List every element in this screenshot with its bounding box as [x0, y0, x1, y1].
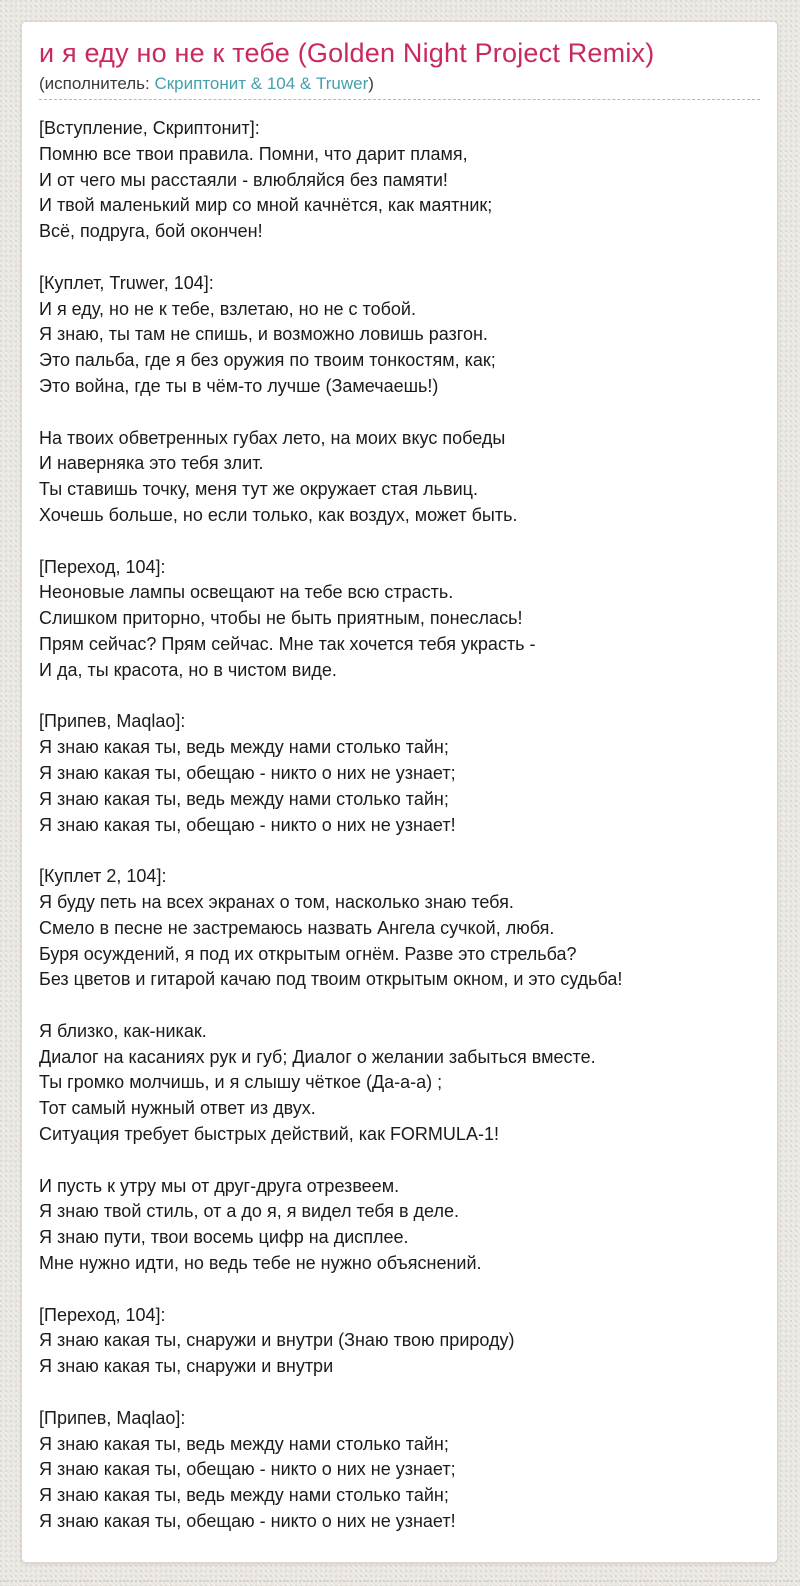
lyrics-text [39, 116, 760, 1535]
song-header [39, 38, 760, 100]
lyrics-line: Тот самый нужный ответ из двух. [39, 1098, 316, 1119]
lyrics-stanza [39, 1019, 760, 1148]
lyrics-line: Я близко, как-никак. [39, 1020, 207, 1041]
lyrics-stanza [39, 1406, 760, 1535]
lyrics-line: [Припев, Maqlao]: [39, 1407, 186, 1428]
lyrics-line: Помню все твои правила. Помни, что дарит пламя, [39, 143, 468, 164]
artist-prefix-label: (исполнитель: [39, 74, 155, 93]
lyrics-line: Ситуация требует быстрых действий, как FORMULA-1! [39, 1124, 499, 1145]
lyrics-line: Мне нужно идти, но ведь тебе не нужно объяснений. [39, 1253, 482, 1274]
lyrics-line: И пусть к утру мы от друг-друга отрезвеем. [39, 1175, 400, 1196]
lyrics-line: И от чего мы расстаяли - влюбляйся без памяти! [39, 169, 448, 190]
lyrics-line: Я знаю какая ты, обещаю - никто о них не узнает; [39, 1459, 456, 1480]
lyrics-line: Я буду петь на всех экранах о том, насколько знаю тебя. [39, 891, 514, 912]
lyrics-stanza [39, 426, 760, 529]
lyrics-line: Смело в песне не застремаюсь назвать Ангела сучкой, любя. [39, 917, 555, 938]
lyrics-line: Неоновые лампы освещают на тебе всю страсть. [39, 582, 454, 603]
lyrics-line: Ты громко молчишь, и я слышу чёткое (Да-а-а) ; [39, 1072, 443, 1093]
lyrics-line: [Куплет 2, 104]: [39, 866, 167, 887]
lyrics-stanza [39, 1303, 760, 1380]
lyrics-line: Слишком приторно, чтобы не быть приятным, понеслась! [39, 608, 523, 629]
lyrics-line: Я знаю какая ты, обещаю - никто о них не узнает! [39, 814, 456, 835]
lyrics-line: Ты ставишь точку, меня тут же окружает стая львиц. [39, 479, 478, 500]
lyrics-stanza [39, 555, 760, 684]
lyrics-line: [Вступление, Скриптонит]: [39, 118, 260, 138]
lyrics-line: И наверняка это тебя злит. [39, 453, 264, 474]
artist-line [39, 73, 760, 95]
lyrics-line: Я знаю какая ты, снаружи и внутри [39, 1356, 334, 1377]
lyrics-stanza [39, 116, 760, 245]
lyrics-line: Я знаю какая ты, ведь между нами столько тайн; [39, 788, 449, 809]
lyrics-line: Я знаю какая ты, снаружи и внутри (Знаю твою природу) [39, 1330, 515, 1351]
artist-suffix-label: ) [368, 74, 374, 93]
lyrics-line: Это пальба, где я без оружия по твоим тонкостям, как; [39, 350, 496, 371]
background-dotted-divider [0, 1580, 800, 1582]
lyrics-line: [Куплет, Truwer, 104]: [39, 272, 214, 293]
lyrics-line: Без цветов и гитарой качаю под твоим открытым окном, и это судьба! [39, 969, 623, 990]
lyrics-line: Диалог на касаниях рук и губ; Диалог о желании забыться вместе. [39, 1046, 596, 1067]
lyrics-line: Прям сейчас? Прям сейчас. Мне так хочется тебя украсть - [39, 633, 536, 654]
lyrics-line: [Переход, 104]: [39, 1304, 166, 1325]
lyrics-stanza [39, 271, 760, 400]
lyrics-line: Я знаю пути, твои восемь цифр на дисплее. [39, 1227, 409, 1248]
artist-link[interactable]: Скриптонит & 104 & Truwer [154, 74, 369, 93]
lyrics-card [21, 21, 778, 1563]
lyrics-line: Я знаю какая ты, ведь между нами столько тайн; [39, 1433, 449, 1454]
lyrics-line: Буря осуждений, я под их открытым огнём. Разве это стрельба? [39, 943, 577, 964]
lyrics-line: Хочешь больше, но если только, как воздух, может быть. [39, 504, 518, 525]
lyrics-stanza [39, 864, 760, 993]
lyrics-stanza [39, 1174, 760, 1277]
lyrics-stanza [39, 709, 760, 838]
lyrics-line: [Переход, 104]: [39, 556, 166, 577]
lyrics-line: Я знаю какая ты, ведь между нами столько тайн; [39, 737, 449, 758]
lyrics-line: Я знаю твой стиль, от а до я, я видел тебя в деле. [39, 1201, 459, 1222]
lyrics-line: Я знаю какая ты, ведь между нами столько тайн; [39, 1485, 449, 1506]
lyrics-line: И я еду, но не к тебе, взлетаю, но не с тобой. [39, 298, 416, 319]
lyrics-line: И да, ты красота, но в чистом виде. [39, 659, 337, 680]
lyrics-line: [Припев, Maqlao]: [39, 711, 186, 732]
lyrics-line: Я знаю какая ты, обещаю - никто о них не узнает! [39, 1511, 456, 1532]
lyrics-line: Я знаю какая ты, обещаю - никто о них не узнает; [39, 762, 456, 783]
lyrics-line: Всё, подруга, бой окончен! [39, 221, 263, 242]
lyrics-line: Это война, где ты в чём-то лучше (Замечаешь!) [39, 375, 439, 396]
lyrics-line: Я знаю, ты там не спишь, и возможно ловишь разгон. [39, 324, 488, 345]
lyrics-line: На твоих обветренных губах лето, на моих вкус победы [39, 427, 506, 448]
lyrics-line: И твой маленький мир со мной качнётся, как маятник; [39, 195, 493, 216]
song-title: и я еду но не к тебе (Golden Night Project Remix) [39, 38, 655, 68]
